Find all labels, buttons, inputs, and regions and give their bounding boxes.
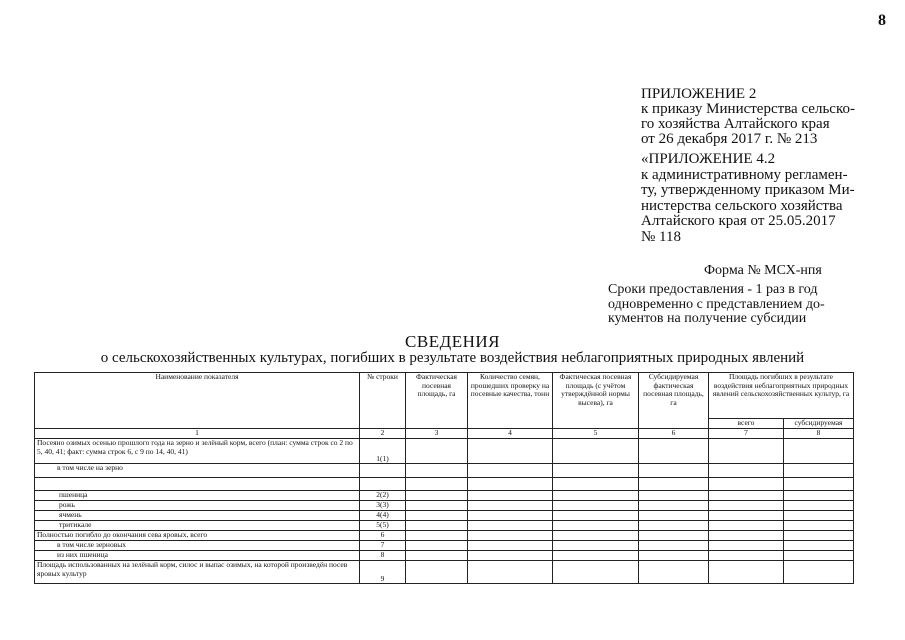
col-number: 1 (35, 429, 360, 439)
row-name: тритикале (35, 521, 360, 531)
appendix-ref-line: к административному регламен- (641, 166, 848, 183)
table-row (35, 501, 854, 511)
data-cell[interactable] (406, 561, 468, 584)
data-cell[interactable] (553, 521, 639, 531)
row-number (360, 478, 406, 491)
form-number: Форма № МСХ-нпя (704, 263, 822, 278)
data-cell[interactable] (784, 464, 854, 478)
header-sown-area: Фактическая посевная площадь, га (406, 373, 468, 429)
data-cell[interactable] (784, 491, 854, 501)
row-number (360, 464, 406, 478)
col-number: 7 (709, 429, 784, 439)
data-cell[interactable] (784, 511, 854, 521)
data-cell[interactable] (709, 551, 784, 561)
data-cell[interactable] (709, 531, 784, 541)
data-cell[interactable] (639, 501, 709, 511)
data-cell[interactable] (406, 439, 468, 464)
row-number: 7 (360, 541, 406, 551)
data-cell[interactable] (553, 531, 639, 541)
data-cell[interactable] (639, 541, 709, 551)
data-cell[interactable] (406, 501, 468, 511)
data-cell[interactable] (784, 521, 854, 531)
header-lost-area: Площадь погибших в результате воздействия неблагоприятных природных явлений сельскохозяйственных культур, га (709, 373, 854, 419)
data-cell[interactable] (406, 541, 468, 551)
data-cell[interactable] (639, 561, 709, 584)
table-row (35, 439, 854, 464)
appendix-ref-line: нистерства сельского хозяйства (641, 197, 843, 214)
col-number: 6 (639, 429, 709, 439)
data-cell[interactable] (468, 551, 553, 561)
data-cell[interactable] (709, 478, 784, 491)
row-number: 6 (360, 531, 406, 541)
data-cell[interactable] (784, 478, 854, 491)
appendix-ref-line: ту, утвержденному приказом Ми- (641, 182, 855, 198)
data-cell[interactable] (553, 511, 639, 521)
data-cell[interactable] (639, 531, 709, 541)
row-name (35, 478, 360, 491)
document-subtitle: о сельскохозяйственных культурах, погибших в результате воздействия неблагоприятных природных явлений (100, 350, 805, 366)
data-cell[interactable] (709, 541, 784, 551)
appendix-ref-block (641, 152, 855, 245)
data-cell[interactable] (709, 491, 784, 501)
row-name: рожь (35, 501, 360, 511)
data-cell[interactable] (468, 531, 553, 541)
data-cell[interactable] (784, 541, 854, 551)
data-cell[interactable] (709, 501, 784, 511)
deadlines-line: Сроки предоставления - 1 раз в год (608, 282, 818, 297)
data-cell[interactable] (784, 561, 854, 584)
data-cell[interactable] (709, 521, 784, 531)
header-seeds: Количество семян, прошедших проверку на посевные качества, тонн (468, 373, 553, 429)
table-row (35, 511, 854, 521)
appendix-line: от 26 декабря 2017 г. № 213 (641, 131, 818, 147)
data-cell[interactable] (639, 521, 709, 531)
table-row (35, 491, 854, 501)
row-name: Посеяно озимых осенью прошлого года на зерно и зелёный корм, всего (план: сумма строк со 2 по 5, 40, 41; факт: сумма строк 6, с 9 по 14, 40, 41) (35, 439, 360, 464)
table-row (35, 531, 854, 541)
row-number: 2(2) (360, 491, 406, 501)
row-name: пшеница (35, 491, 360, 501)
data-cell[interactable] (406, 531, 468, 541)
col-number: 3 (406, 429, 468, 439)
col-number: 4 (468, 429, 553, 439)
data-cell[interactable] (553, 541, 639, 551)
deadlines-block (608, 283, 825, 327)
row-number: 9 (360, 561, 406, 584)
row-name: Площадь использованных на зелёный корм, силос и выпас озимых, на которой произведён посев яровых культур (35, 561, 360, 584)
row-number: 3(3) (360, 501, 406, 511)
data-cell[interactable] (553, 501, 639, 511)
data-cell[interactable] (553, 551, 639, 561)
header-row-number: № строки (360, 373, 406, 429)
data-cell[interactable] (553, 561, 639, 584)
data-cell[interactable] (553, 439, 639, 464)
data-cell[interactable] (709, 439, 784, 464)
data-cell[interactable] (468, 491, 553, 501)
table-row (35, 521, 854, 531)
row-name: в том числе на зерно (35, 464, 360, 478)
data-cell[interactable] (639, 491, 709, 501)
appendix-ref-line: № 118 (641, 228, 682, 245)
data-cell[interactable] (406, 491, 468, 501)
appendix-ref-line: «ПРИЛОЖЕНИЕ 4.2 (641, 151, 776, 167)
col-number: 2 (360, 429, 406, 439)
data-cell[interactable] (468, 501, 553, 511)
row-number: 5(5) (360, 521, 406, 531)
row-number: 8 (360, 551, 406, 561)
data-cell[interactable] (468, 541, 553, 551)
appendix-block (641, 87, 891, 147)
data-cell[interactable] (639, 439, 709, 464)
col-number: 8 (784, 429, 854, 439)
appendix-line: к приказу Министерства сельско- (641, 101, 855, 117)
data-cell[interactable] (406, 551, 468, 561)
data-cell[interactable] (709, 511, 784, 521)
header-name: Наименование показателя (35, 373, 360, 429)
data-cell[interactable] (639, 511, 709, 521)
appendix-line: го хозяйства Алтайского края (641, 116, 830, 132)
data-cell[interactable] (468, 439, 553, 464)
data-cell[interactable] (709, 464, 784, 478)
report-table (34, 372, 854, 584)
header-sown-area-norm: Фактическая посевная площадь (с учётом утверждённой нормы высева), га (553, 373, 639, 429)
header-total: всего (709, 419, 784, 429)
header-subsidized-area: Субсидируемая фактическая посевная площадь, га (639, 373, 709, 429)
data-cell[interactable] (468, 521, 553, 531)
data-cell[interactable] (639, 464, 709, 478)
data-cell[interactable] (406, 478, 468, 491)
data-cell[interactable] (784, 551, 854, 561)
row-name: в том числе зерновых (35, 541, 360, 551)
table-row (35, 478, 854, 491)
data-cell[interactable] (553, 464, 639, 478)
data-cell[interactable] (784, 501, 854, 511)
header-subsidized: субсидируемая (784, 419, 854, 429)
data-cell[interactable] (639, 551, 709, 561)
table-row (35, 541, 854, 551)
appendix-ref-line: Алтайского края от 25.05.2017 (641, 213, 836, 229)
data-cell[interactable] (468, 464, 553, 478)
data-cell[interactable] (468, 478, 553, 491)
row-name: из них пшеница (35, 551, 360, 561)
col-number: 5 (553, 429, 639, 439)
data-cell[interactable] (553, 478, 639, 491)
data-cell[interactable] (553, 491, 639, 501)
table-row (35, 551, 854, 561)
table-row (35, 561, 854, 584)
data-cell[interactable] (406, 511, 468, 521)
row-number: 4(4) (360, 511, 406, 521)
data-cell[interactable] (784, 531, 854, 541)
data-cell[interactable] (639, 478, 709, 491)
page-number: 8 (878, 12, 886, 29)
data-cell[interactable] (709, 561, 784, 584)
deadlines-line: одновременно с представлением до- (608, 296, 825, 312)
table-row (35, 464, 854, 478)
data-cell[interactable] (468, 561, 553, 584)
deadlines-line: кументов на получение субсидии (608, 311, 807, 326)
data-cell[interactable] (406, 464, 468, 478)
document-title: СВЕДЕНИЯ (405, 332, 500, 351)
data-cell[interactable] (784, 439, 854, 464)
appendix-line: ПРИЛОЖЕНИЕ 2 (641, 86, 757, 102)
data-cell[interactable] (406, 521, 468, 531)
data-cell[interactable] (468, 511, 553, 521)
row-name: ячмень (35, 511, 360, 521)
row-name: Полностью погибло до окончания сева яровых, всего (35, 531, 360, 541)
row-number: 1(1) (360, 439, 406, 464)
